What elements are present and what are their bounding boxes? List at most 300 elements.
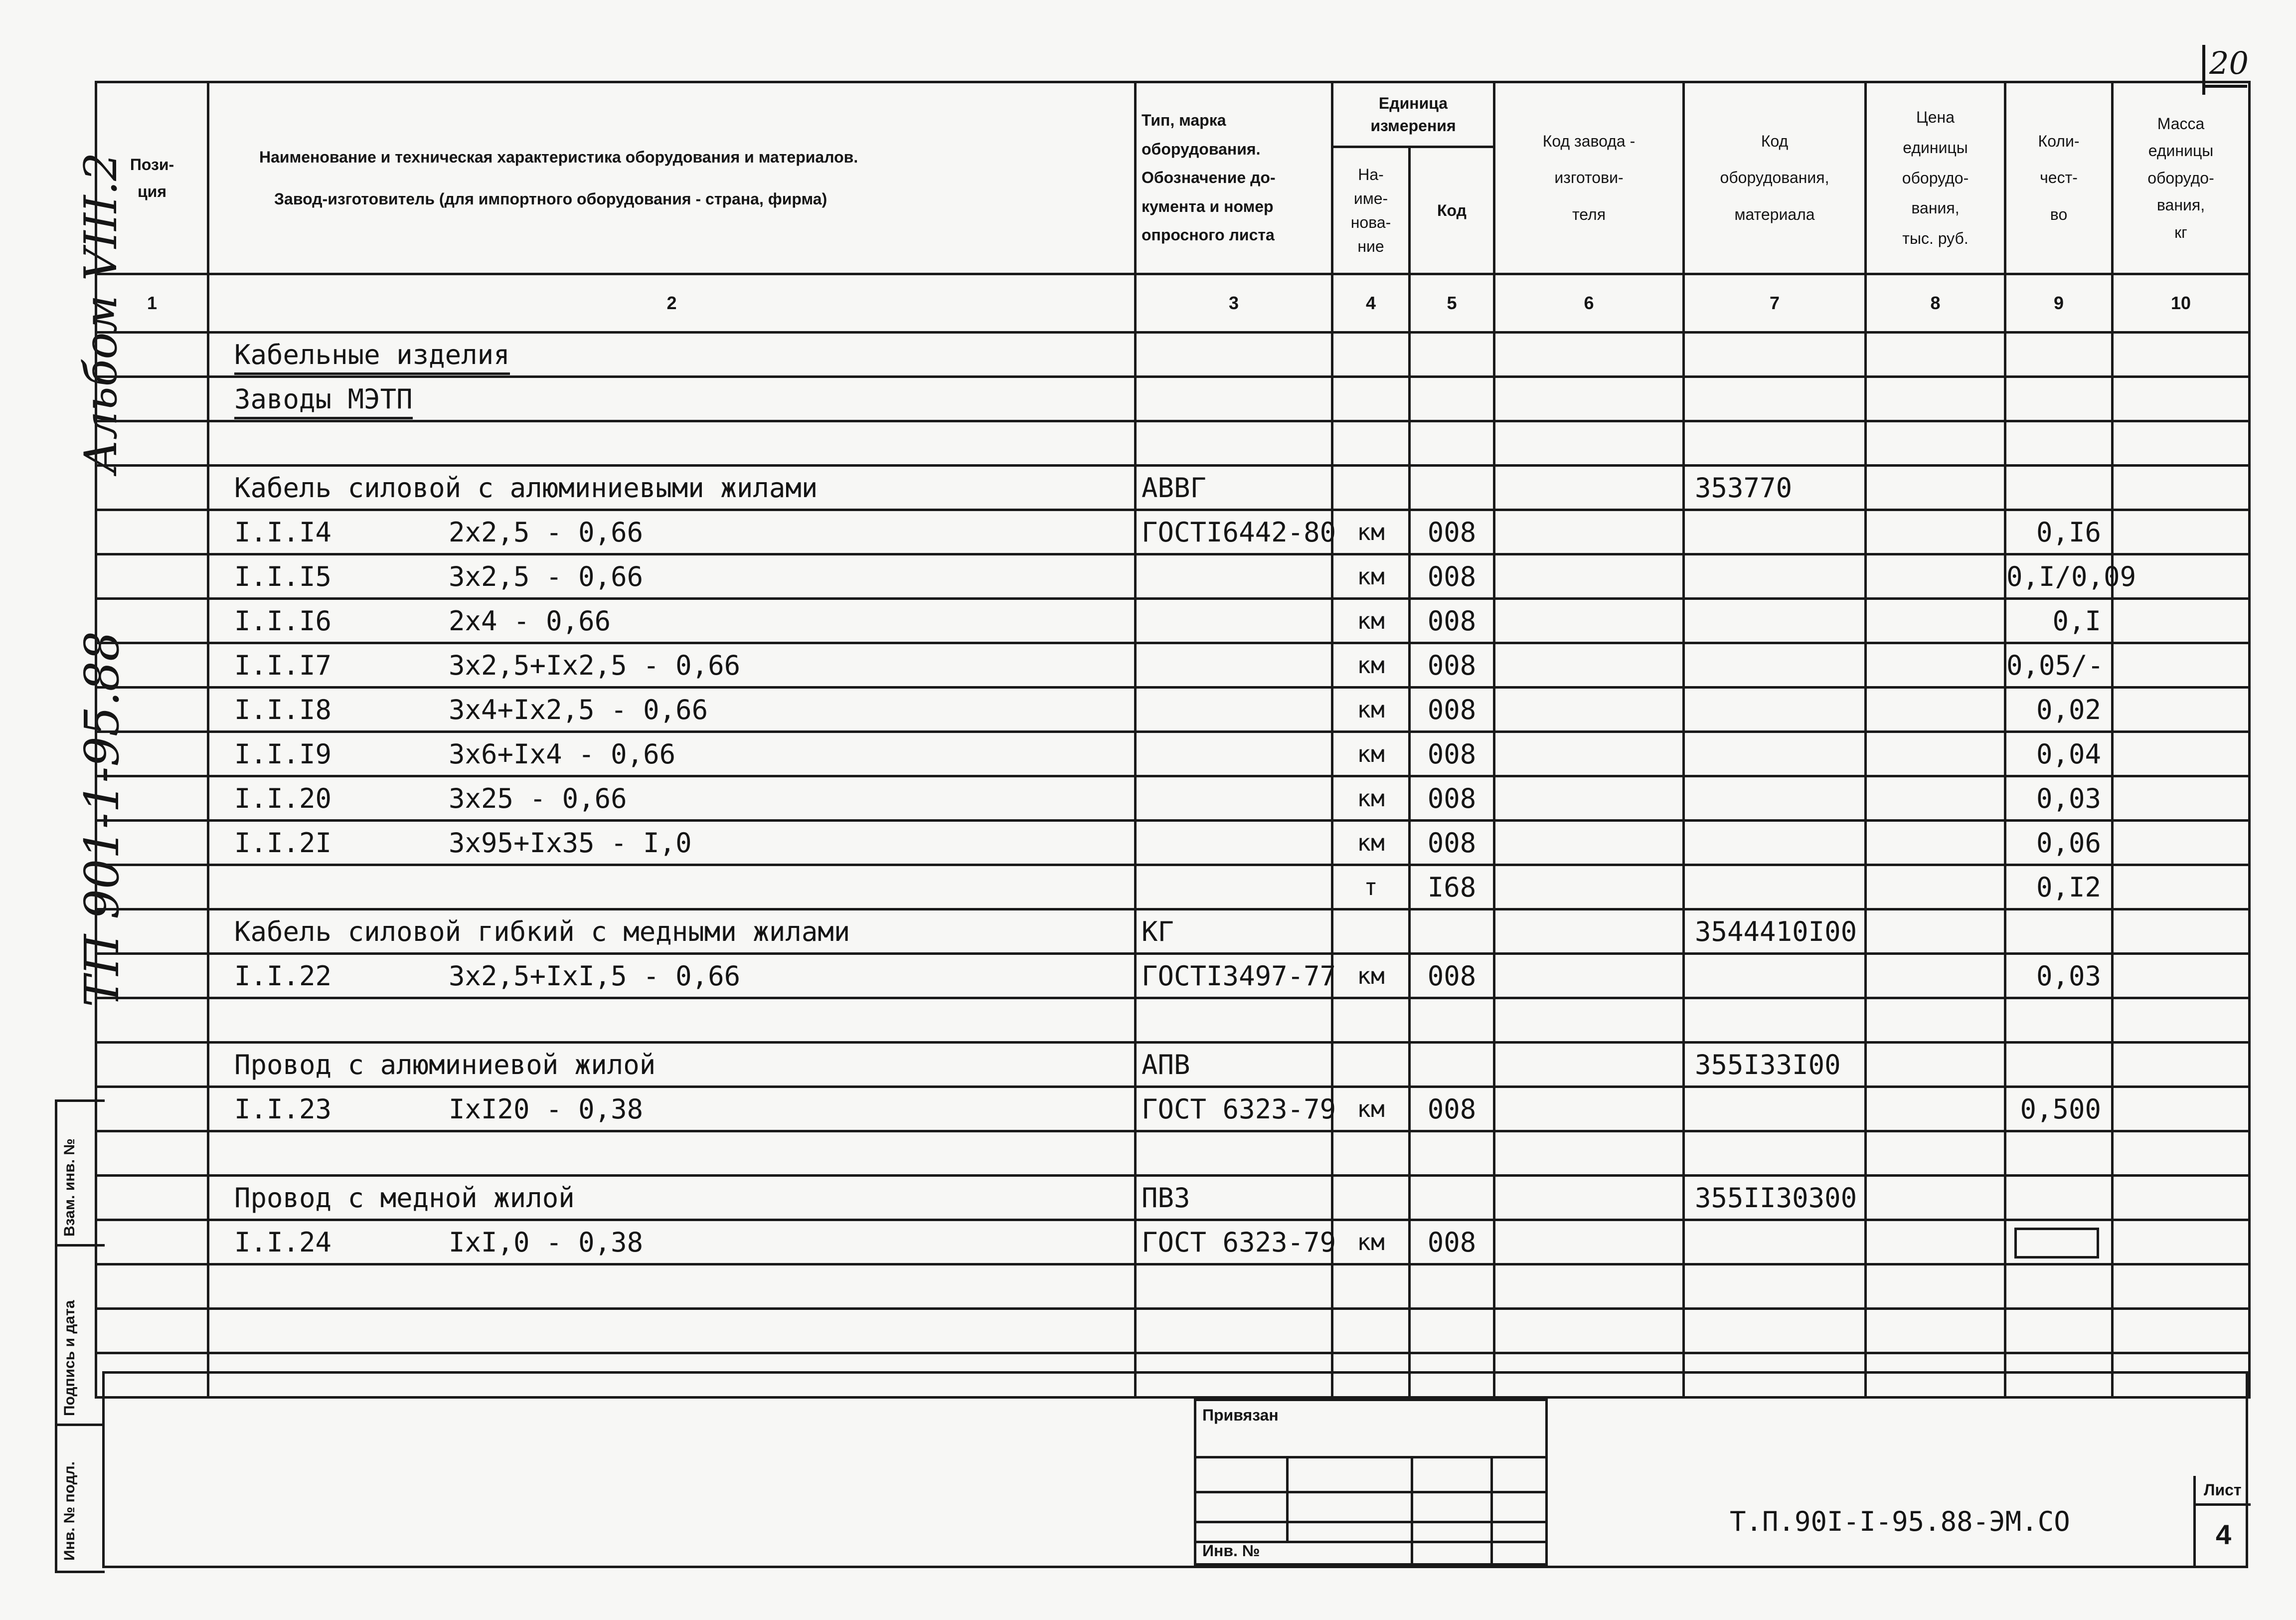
- privyazan-inv-label: Инв. №: [1202, 1542, 1260, 1560]
- cell-quantity: 0,04: [2005, 732, 2113, 776]
- cell-equipment-code: [1684, 643, 1866, 688]
- col-num-1: 1: [96, 274, 208, 333]
- header-name-line2: Завод-изготовитель (для импортного оборудования - страна, фирма): [274, 190, 827, 208]
- cell-quantity: [2005, 1131, 2113, 1176]
- cell-equipment-code: [1684, 865, 1866, 909]
- cell-position: [96, 1087, 208, 1131]
- cell-price: [1866, 1087, 2005, 1131]
- cell-type: [1136, 998, 1332, 1043]
- cell-unit: [1332, 1043, 1410, 1087]
- cell-name: [208, 1176, 1136, 1220]
- cell-unit-code: [1410, 1176, 1494, 1220]
- sheet-number: 4: [2216, 1519, 2232, 1550]
- cell-factory-code: [1494, 954, 1684, 998]
- cell-price: [1866, 688, 2005, 732]
- item-spec: IхI20 - 0,38: [449, 1093, 644, 1125]
- cell-factory-code: [1494, 1131, 1684, 1176]
- cell-unit: [1332, 1131, 1410, 1176]
- cell-price: [1866, 954, 2005, 998]
- cell-unit-code: [1410, 466, 1494, 510]
- cell-factory-code: [1494, 1176, 1684, 1220]
- cell-factory-code: [1494, 688, 1684, 732]
- cell-mass: [2113, 909, 2250, 954]
- cell-quantity: [2005, 1220, 2113, 1264]
- cell-name: [208, 954, 1136, 998]
- item-spec: 2х4 - 0,66: [449, 605, 611, 637]
- cell-name: [208, 643, 1136, 688]
- cell-quantity: 0,02: [2005, 688, 2113, 732]
- cell-factory-code: [1494, 643, 1684, 688]
- table-row: [96, 776, 2250, 821]
- cell-unit-code: 008: [1410, 599, 1494, 643]
- cell-unit: км: [1332, 510, 1410, 554]
- cell-factory-code: [1494, 554, 1684, 599]
- cell-equipment-code: [1684, 421, 1866, 466]
- cell-mass: [2113, 1264, 2250, 1309]
- cell-equipment-code: [1684, 377, 1866, 421]
- cell-unit: [1332, 466, 1410, 510]
- cell-type: ГОСТ 6323-79: [1136, 1087, 1332, 1131]
- cell-price: [1866, 377, 2005, 421]
- item-spec: 3х25 - 0,66: [449, 782, 627, 814]
- specification-body: [96, 333, 2250, 1398]
- cell-equipment-code: [1684, 1087, 1866, 1131]
- cell-name: [208, 776, 1136, 821]
- cell-position: [96, 333, 208, 377]
- cell-price: [1866, 554, 2005, 599]
- cell-name: [208, 688, 1136, 732]
- cell-mass: [2113, 998, 2250, 1043]
- cell-unit: [1332, 1309, 1410, 1353]
- cell-unit-code: 008: [1410, 776, 1494, 821]
- privyazan-line: [1196, 1521, 1545, 1523]
- item-position: I.I.24: [234, 1226, 332, 1258]
- item-spec: 2х2,5 - 0,66: [449, 516, 644, 548]
- cell-price: [1866, 865, 2005, 909]
- cell-price: [1866, 333, 2005, 377]
- section-subtitle: Заводы МЭТП: [234, 383, 413, 419]
- cell-unit: т: [1332, 865, 1410, 909]
- cell-unit: [1332, 909, 1410, 954]
- cell-name: [208, 821, 1136, 865]
- privyazan-vline: [1286, 1456, 1289, 1541]
- cell-equipment-code: [1684, 776, 1866, 821]
- cell-price: [1866, 510, 2005, 554]
- cell-name: [208, 1131, 1136, 1176]
- header-equipment-code: Код оборудования, материала: [1684, 82, 1866, 274]
- cell-unit-code: 008: [1410, 688, 1494, 732]
- table-row: [96, 643, 2250, 688]
- cell-type: [1136, 865, 1332, 909]
- cell-factory-code: [1494, 1309, 1684, 1353]
- table-row: [96, 377, 2250, 421]
- item-position: I.I.I9: [234, 738, 332, 770]
- stamp-cell-signature: [57, 1247, 105, 1426]
- cell-price: [1866, 732, 2005, 776]
- cell-equipment-code: [1684, 1131, 1866, 1176]
- cell-position: [96, 1131, 208, 1176]
- stamp-cell-inv-original: [57, 1426, 105, 1568]
- group-name: Кабель силовой гибкий с медными жилами: [234, 915, 850, 947]
- cell-position: [96, 954, 208, 998]
- cell-unit: км: [1332, 1220, 1410, 1264]
- cell-price: [1866, 466, 2005, 510]
- cell-mass: [2113, 1220, 2250, 1264]
- cell-price: [1866, 776, 2005, 821]
- cell-type: ГОСТ 6323-79: [1136, 1220, 1332, 1264]
- cell-unit-code: 008: [1410, 643, 1494, 688]
- quantity-empty-box: [2014, 1228, 2099, 1259]
- cell-mass: [2113, 599, 2250, 643]
- cell-position: [96, 599, 208, 643]
- cell-name: [208, 554, 1136, 599]
- cell-factory-code: [1494, 466, 1684, 510]
- cell-mass: [2113, 421, 2250, 466]
- item-spec: IхI,0 - 0,38: [449, 1226, 644, 1258]
- header-mass: Масса единицы оборудо- вания, кг: [2113, 82, 2250, 274]
- cell-name: [208, 732, 1136, 776]
- cell-equipment-code: [1684, 688, 1866, 732]
- cell-unit-code: 008: [1410, 1220, 1494, 1264]
- cell-unit-code: [1410, 1309, 1494, 1353]
- cell-equipment-code: [1684, 599, 1866, 643]
- cell-equipment-code: 3544410I00: [1684, 909, 1866, 954]
- cell-type: ПВЗ: [1136, 1176, 1332, 1220]
- header-unit-name: На- име- нова- ние: [1332, 147, 1410, 274]
- header-type: Тип, марка оборудования. Обозначение до- кумента и номер опросного листа: [1136, 82, 1332, 274]
- item-spec: 3х2,5 - 0,66: [449, 560, 644, 592]
- cell-equipment-code: [1684, 1264, 1866, 1309]
- cell-mass: [2113, 1309, 2250, 1353]
- cell-factory-code: [1494, 998, 1684, 1043]
- cell-unit: км: [1332, 643, 1410, 688]
- group-name: Кабель силовой с алюминиевыми жилами: [234, 472, 818, 504]
- item-position: I.I.I7: [234, 649, 332, 681]
- cell-quantity: [2005, 421, 2113, 466]
- cell-unit-code: [1410, 421, 1494, 466]
- privyazan-label: Привязан: [1202, 1406, 1279, 1424]
- cell-mass: [2113, 732, 2250, 776]
- cell-unit-code: 008: [1410, 821, 1494, 865]
- col-num-7: 7: [1684, 274, 1866, 333]
- cell-quantity: 0,500: [2005, 1087, 2113, 1131]
- cell-name: [208, 599, 1136, 643]
- col-num-3: 3: [1136, 274, 1332, 333]
- cell-mass: [2113, 821, 2250, 865]
- table-row: [96, 909, 2250, 954]
- stamp-cell-inv-copy: [57, 1102, 105, 1247]
- cell-type: [1136, 821, 1332, 865]
- cell-type: ГОСТI6442-80: [1136, 510, 1332, 554]
- cell-name: [208, 1043, 1136, 1087]
- cell-equipment-code: [1684, 554, 1866, 599]
- table-row: [96, 599, 2250, 643]
- privyazan-line: [1196, 1456, 1545, 1458]
- cell-unit-code: [1410, 377, 1494, 421]
- cell-type: [1136, 377, 1332, 421]
- cell-type: [1136, 732, 1332, 776]
- cell-unit-code: [1410, 1043, 1494, 1087]
- header-factory-code: Код завода - изготови- теля: [1494, 82, 1684, 274]
- privyazan-line: [1196, 1491, 1545, 1493]
- document-code: Т.П.90I-I-95.88-ЭМ.СО: [1730, 1506, 2070, 1537]
- cell-type: ГОСТI3497-77: [1136, 954, 1332, 998]
- cell-equipment-code: 355I33I00: [1684, 1043, 1866, 1087]
- item-spec: 3х4+Iх2,5 - 0,66: [449, 694, 708, 725]
- cell-position: [96, 510, 208, 554]
- cell-unit-code: [1410, 1264, 1494, 1309]
- cell-position: [96, 776, 208, 821]
- privyazan-vline: [1411, 1456, 1413, 1568]
- cell-factory-code: [1494, 865, 1684, 909]
- cell-name: [208, 1264, 1136, 1309]
- cell-quantity: [2005, 377, 2113, 421]
- cell-unit-code: 008: [1410, 954, 1494, 998]
- cell-unit: [1332, 1176, 1410, 1220]
- cell-quantity: 0,05/-: [2005, 643, 2113, 688]
- cell-mass: [2113, 954, 2250, 998]
- item-position: I.I.I8: [234, 694, 332, 725]
- cell-unit-code: [1410, 909, 1494, 954]
- title-block-frame: [102, 1371, 2248, 1568]
- cell-type: [1136, 688, 1332, 732]
- cell-quantity: 0,I/0,09: [2005, 554, 2113, 599]
- table-row: [96, 1220, 2250, 1264]
- header-name-line1: Наименование и техническая характеристика оборудования и материалов.: [259, 148, 858, 166]
- cell-unit-code: 008: [1410, 732, 1494, 776]
- cell-name: [208, 1309, 1136, 1353]
- item-position: I.I.20: [234, 782, 332, 814]
- cell-equipment-code: [1684, 1220, 1866, 1264]
- cell-name: [208, 510, 1136, 554]
- cell-factory-code: [1494, 1264, 1684, 1309]
- col-num-10: 10: [2113, 274, 2250, 333]
- privyazan-vline: [1490, 1456, 1493, 1568]
- table-row: [96, 466, 2250, 510]
- cell-quantity: 0,I: [2005, 599, 2113, 643]
- section-title: Кабельные изделия: [234, 339, 510, 375]
- group-name: Провод с медной жилой: [234, 1182, 575, 1214]
- side-stamp-strip: [55, 1099, 105, 1573]
- cell-mass: [2113, 333, 2250, 377]
- cell-unit-code: 008: [1410, 510, 1494, 554]
- table-row: [96, 1043, 2250, 1087]
- cell-name: [208, 865, 1136, 909]
- sheet-divider: [2196, 1503, 2251, 1506]
- item-spec: 3х6+Iх4 - 0,66: [449, 738, 676, 770]
- cell-position: [96, 1264, 208, 1309]
- cell-unit: [1332, 1264, 1410, 1309]
- header-price: Цена единицы оборудо- вания, тыс. руб.: [1866, 82, 2005, 274]
- cell-type: [1136, 333, 1332, 377]
- cell-unit-code: 008: [1410, 554, 1494, 599]
- cell-quantity: [2005, 466, 2113, 510]
- header-quantity: Коли- чест- во: [2005, 82, 2113, 274]
- table-row: [96, 821, 2250, 865]
- cell-unit: км: [1332, 688, 1410, 732]
- cell-type: АПВ: [1136, 1043, 1332, 1087]
- cell-position: [96, 421, 208, 466]
- cell-name: [208, 333, 1136, 377]
- table-row: [96, 1087, 2250, 1131]
- cell-unit: км: [1332, 776, 1410, 821]
- cell-unit: км: [1332, 1087, 1410, 1131]
- cell-name: [208, 377, 1136, 421]
- header-unit-code: Код: [1410, 147, 1494, 274]
- col-num-9: 9: [2005, 274, 2113, 333]
- cell-type: [1136, 599, 1332, 643]
- cell-unit: [1332, 333, 1410, 377]
- cell-factory-code: [1494, 377, 1684, 421]
- cell-mass: [2113, 865, 2250, 909]
- cell-price: [1866, 1131, 2005, 1176]
- table-row: [96, 333, 2250, 377]
- cell-quantity: 0,I2: [2005, 865, 2113, 909]
- cell-price: [1866, 998, 2005, 1043]
- sheet-box: [2193, 1476, 2248, 1568]
- cell-quantity: [2005, 333, 2113, 377]
- cell-mass: [2113, 688, 2250, 732]
- cell-quantity: [2005, 909, 2113, 954]
- cell-unit-code: 008: [1410, 1087, 1494, 1131]
- privyazan-block: [1194, 1399, 1548, 1566]
- cell-equipment-code: 355II30300: [1684, 1176, 1866, 1220]
- cell-unit: км: [1332, 732, 1410, 776]
- cell-mass: [2113, 1087, 2250, 1131]
- header-unit-group: Единица измерения: [1332, 82, 1494, 147]
- cell-position: [96, 732, 208, 776]
- cell-price: [1866, 1309, 2005, 1353]
- cell-price: [1866, 421, 2005, 466]
- cell-unit: км: [1332, 821, 1410, 865]
- table-row: [96, 732, 2250, 776]
- cell-factory-code: [1494, 821, 1684, 865]
- cell-unit-code: [1410, 333, 1494, 377]
- cell-price: [1866, 821, 2005, 865]
- cell-quantity: [2005, 1176, 2113, 1220]
- cell-type: [1136, 554, 1332, 599]
- cell-factory-code: [1494, 1087, 1684, 1131]
- cell-type: [1136, 643, 1332, 688]
- col-num-6: 6: [1494, 274, 1684, 333]
- cell-quantity: 0,06: [2005, 821, 2113, 865]
- cell-position: [96, 688, 208, 732]
- album-label: Альбом VIII.2: [75, 152, 127, 474]
- cell-mass: [2113, 377, 2250, 421]
- group-name: Провод с алюминиевой жилой: [234, 1049, 656, 1080]
- table-row: [96, 954, 2250, 998]
- table-row: [96, 510, 2250, 554]
- cell-equipment-code: [1684, 732, 1866, 776]
- page-number: 20: [2209, 45, 2249, 81]
- cell-name: [208, 1220, 1136, 1264]
- cell-price: [1866, 1264, 2005, 1309]
- cell-mass: [2113, 1131, 2250, 1176]
- cell-unit-code: [1410, 1131, 1494, 1176]
- cell-equipment-code: [1684, 998, 1866, 1043]
- table-row: [96, 865, 2250, 909]
- header-position: Пози- ция: [96, 82, 208, 274]
- cell-type: [1136, 1131, 1332, 1176]
- cell-factory-code: [1494, 421, 1684, 466]
- item-position: I.I.I5: [234, 560, 332, 592]
- cell-unit-code: I68: [1410, 865, 1494, 909]
- cell-name: [208, 909, 1136, 954]
- project-code-vertical: ТП 901-1-95.88: [75, 631, 130, 1007]
- cell-type: [1136, 776, 1332, 821]
- item-position: I.I.I4: [234, 516, 332, 548]
- cell-type: КГ: [1136, 909, 1332, 954]
- cell-price: [1866, 599, 2005, 643]
- table-row: [96, 1176, 2250, 1220]
- cell-mass: [2113, 643, 2250, 688]
- col-num-4: 4: [1332, 274, 1410, 333]
- cell-unit-code: [1410, 998, 1494, 1043]
- cell-factory-code: [1494, 510, 1684, 554]
- cell-mass: [2113, 1043, 2250, 1087]
- cell-type: [1136, 1264, 1332, 1309]
- table-row: [96, 421, 2250, 466]
- stamp-inv-original-label: Инв. № подл.: [61, 1461, 78, 1561]
- cell-name: [208, 1087, 1136, 1131]
- cell-mass: [2113, 510, 2250, 554]
- cell-name: [208, 466, 1136, 510]
- cell-type: АВВГ: [1136, 466, 1332, 510]
- cell-unit: [1332, 998, 1410, 1043]
- item-position: I.I.23: [234, 1093, 332, 1125]
- cell-price: [1866, 909, 2005, 954]
- cell-factory-code: [1494, 599, 1684, 643]
- cell-mass: [2113, 466, 2250, 510]
- cell-position: [96, 865, 208, 909]
- cell-position: [96, 1220, 208, 1264]
- cell-factory-code: [1494, 333, 1684, 377]
- cell-type: [1136, 421, 1332, 466]
- table-row: [96, 688, 2250, 732]
- cell-quantity: 0,I6: [2005, 510, 2113, 554]
- stamp-signature-label: Подпись и дата: [61, 1300, 78, 1416]
- cell-name: [208, 421, 1136, 466]
- cell-type: [1136, 1309, 1332, 1353]
- table-row: [96, 1309, 2250, 1353]
- item-spec: 3х95+Iх35 - I,0: [449, 827, 692, 859]
- cell-quantity: [2005, 1309, 2113, 1353]
- cell-price: [1866, 1043, 2005, 1087]
- cell-equipment-code: [1684, 1309, 1866, 1353]
- cell-quantity: 0,03: [2005, 776, 2113, 821]
- cell-factory-code: [1494, 909, 1684, 954]
- cell-equipment-code: 353770: [1684, 466, 1866, 510]
- table-row: [96, 998, 2250, 1043]
- cell-quantity: [2005, 998, 2113, 1043]
- cell-position: [96, 377, 208, 421]
- cell-price: [1866, 1220, 2005, 1264]
- cell-equipment-code: [1684, 954, 1866, 998]
- table-row: [96, 554, 2250, 599]
- item-spec: 3х2,5+IхI,5 - 0,66: [449, 960, 741, 992]
- cell-equipment-code: [1684, 821, 1866, 865]
- cell-name: [208, 998, 1136, 1043]
- table-row: [96, 1131, 2250, 1176]
- item-spec: 3х2,5+Iх2,5 - 0,66: [449, 649, 741, 681]
- cell-quantity: 0,03: [2005, 954, 2113, 998]
- cell-position: [96, 1176, 208, 1220]
- cell-mass: [2113, 1176, 2250, 1220]
- cell-unit: км: [1332, 554, 1410, 599]
- cell-position: [96, 998, 208, 1043]
- table-row: [96, 1264, 2250, 1309]
- cell-unit: [1332, 377, 1410, 421]
